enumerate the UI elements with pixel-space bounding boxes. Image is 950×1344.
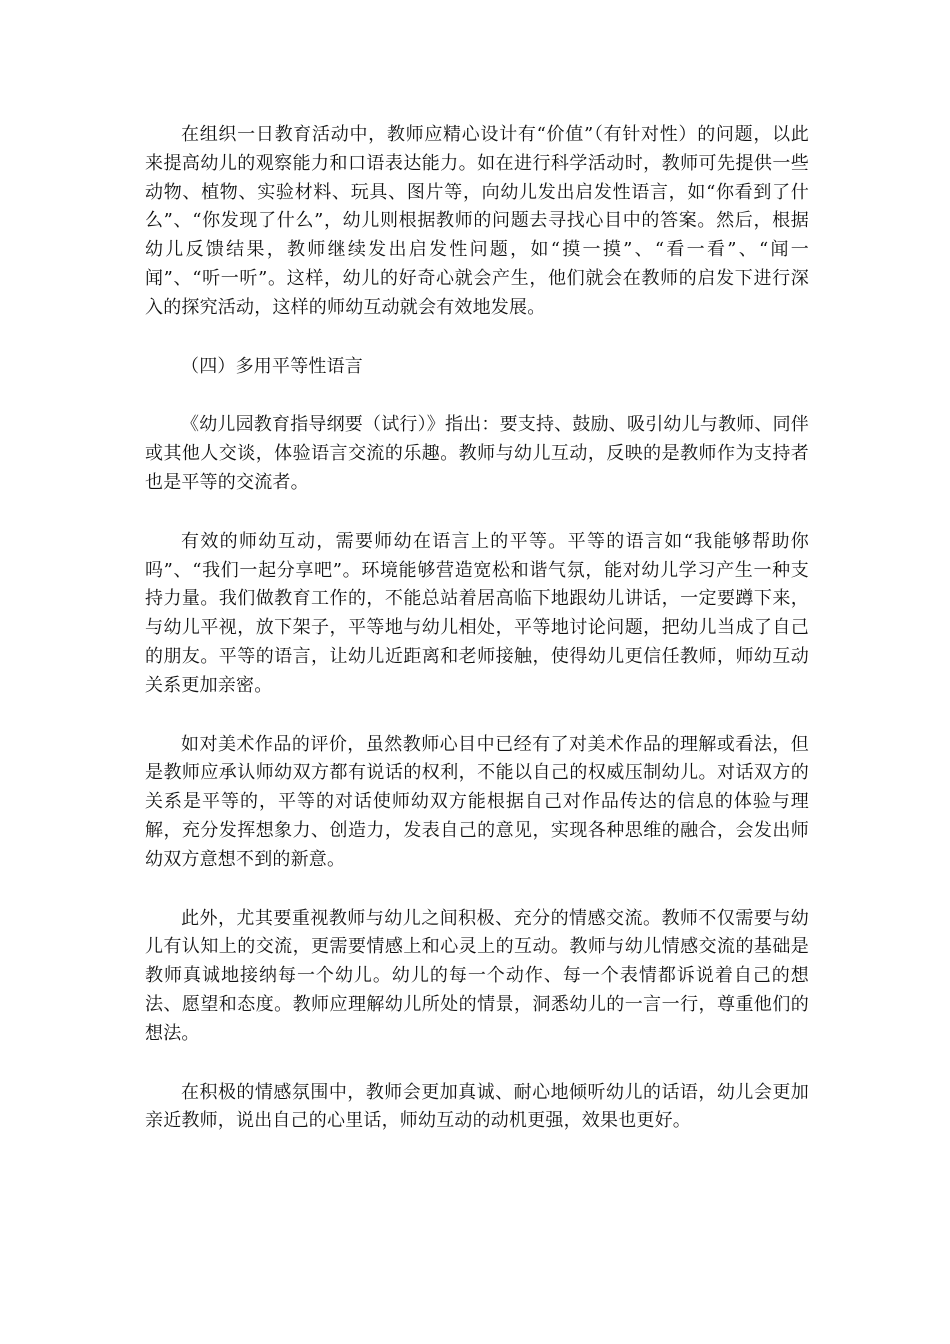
paragraph-questioning: 在组织一日教育活动中，教师应精心设计有“价值”（有针对性）的问题，以此来提高幼儿的观察能力和口语表达能力。如在进行科学活动时，教师可先提供一些动物、植物、实验材料、玩具、图片等，向幼儿发出启发性语言，如“你看到了什么”、“你发现了什么”，幼儿则根据教师的问题去寻找心目中的答案。然后，根据幼儿反馈结果，教师继续发出启发性问题，如“摸一摸”、“看一看”、“闻一闻”、“听一听”。这样，幼儿的好奇心就会产生，他们就会在教师的启发下进行深入的探究活动，这样的师幼互动就会有效地发展。 — [145, 124, 809, 318]
paragraph-art-evaluation: 如对美术作品的评价，虽然教师心目中已经有了对美术作品的理解或看法，但是教师应承认师幼双方都有说话的权利，不能以自己的权威压制幼儿。对话双方的关系是平等的，平等的对话使师幼双方能根据自己对作品传达的信息的体验与理解，充分发挥想象力、创造力，发表自己的意见，实现各种思维的融合，会发出师幼双方意想不到的新意。 — [145, 733, 809, 870]
section-heading-equal-language: （四）多用平等性语言 — [181, 355, 363, 377]
document-body — [145, 121, 809, 1166]
paragraph-positive-atmosphere: 在积极的情感氛围中，教师会更加真诚、耐心地倾听幼儿的话语，幼儿会更加亲近教师，说出自己的心里话，师幼互动的动机更强，效果也更好。 — [145, 1081, 809, 1132]
paragraph-emotional-exchange: 此外，尤其要重视教师与幼儿之间积极、充分的情感交流。教师不仅需要与幼儿有认知上的交流，更需要情感上和心灵上的互动。教师与幼儿情感交流的基础是教师真诚地接纳每一个幼儿。幼儿的每一个动作、每一个表情都诉说着自己的想法、愿望和态度。教师应理解幼儿所处的情景，洞悉幼儿的一言一行，尊重他们的想法。 — [145, 907, 809, 1044]
paragraph-equal-language: 有效的师幼互动，需要师幼在语言上的平等。平等的语言如“我能够帮助你吗”、“我们一起分享吧”。环境能够营造宽松和谐气氛，能对幼儿学习产生一种支持力量。我们做教育工作的，不能总站着居高临下地跟幼儿讲话，一定要蹲下来，与幼儿平视，放下架子，平等地与幼儿相处，平等地讨论问题，把幼儿当成了自己的朋友。平等的语言，让幼儿近距离和老师接触，使得幼儿更信任教师，师幼互动关系更加亲密。 — [145, 530, 809, 696]
paragraph-guideline-quote: 《幼儿园教育指导纲要（试行）》指出：要支持、鼓励、吸引幼儿与教师、同伴或其他人交谈，体验语言交流的乐趣。教师与幼儿互动，反映的是教师作为支持者也是平等的交流者。 — [145, 414, 809, 493]
